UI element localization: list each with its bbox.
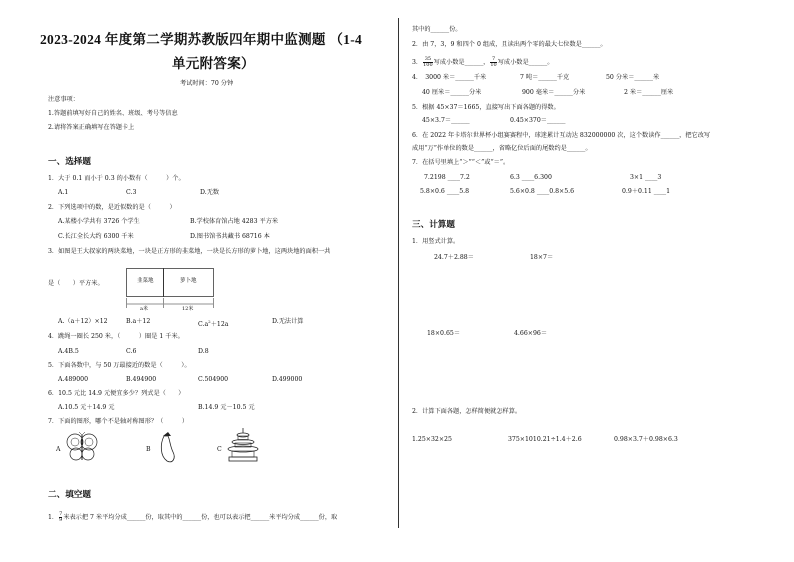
option-d: D.499000 xyxy=(272,376,303,383)
unit-conv-3: 50 分米＝______米 xyxy=(606,74,660,81)
fill-question-7: 7．在括号里填上“＞”“＜”或“＝”。 xyxy=(412,159,510,166)
calc-item: 18×0.65＝ xyxy=(427,330,461,337)
option-b: B.学校体育馆占地 4283 平方米 xyxy=(190,218,279,225)
figure-label-a: A xyxy=(56,446,61,453)
note-item: 1.答题前填写好自己的姓名、班级、考号等信息 xyxy=(48,110,178,117)
figure-label-b: B xyxy=(146,446,151,453)
option-b: B.14.9 元－10.5 元 xyxy=(198,404,255,411)
option-d: D.无法计算 xyxy=(272,318,304,325)
compare-item: 6.3 ____6.300 xyxy=(510,174,552,181)
unit-conv-1: 4． 3000 米＝______千米 xyxy=(412,74,487,81)
fill-question-1: 1． $\frac{7}{9}$ 米表示把 7 米平均分成______份，取其中的______份，也可以表示把______米平均分成______份，取 xyxy=(48,511,338,523)
exam-time: 考试时间：70 分钟 xyxy=(180,80,234,87)
option-a: A.1 xyxy=(58,189,69,196)
dim-label-left: a米 xyxy=(140,306,148,312)
fraction-7-9: $\frac{7}{9}$ xyxy=(59,511,63,523)
calc-question-1: 1．用竖式计算。 xyxy=(412,238,460,245)
fill-question-1-cont: 其中的______份。 xyxy=(412,26,462,33)
calc-item: 24.7＋2.88＝ xyxy=(434,254,474,261)
option-a: A.489000 xyxy=(58,376,89,383)
option-a: A.10.5 元＋14.9 元 xyxy=(58,404,115,411)
unit-conv-5: 900 毫米＝______分米 xyxy=(522,89,586,96)
compare-item: 3×1 ____3 xyxy=(630,174,662,181)
dim-label-right: 12米 xyxy=(182,306,194,312)
calc-question-2: 2．计算下面各题，怎样简便就怎样算。 xyxy=(412,408,522,415)
title-line-2: 单元附答案） xyxy=(172,56,255,71)
column-divider xyxy=(398,18,399,528)
fill-question-6: 6．在 2022 年卡塔尔世界杯小组赛赛程中，球迷累计互动达 832000000 次，这个数读作______，把它改写 xyxy=(412,132,711,139)
eggplant-icon xyxy=(156,430,180,464)
question-6: 6．10.5 元比 14.9 元便宜多少？列式是（ ） xyxy=(48,390,185,397)
figure-label-c: C xyxy=(217,446,222,453)
question-7: 7．下面的图形，哪个不是轴对称图形？（ ） xyxy=(48,418,189,425)
option-b: B.494900 xyxy=(126,376,157,383)
option-c: C.3 xyxy=(126,189,137,196)
section-choice-heading: 一、选择题 xyxy=(48,157,91,167)
fill-question-2: 2．由 7，3，9 和四个 0 组成，且读出两个零的最大七位数是______。 xyxy=(412,41,607,48)
calc-item: 375×1010.21÷1.4＋2.6 xyxy=(508,436,582,443)
option-d: D.无数 xyxy=(200,189,220,196)
calc-item: 0.98×3.7＋0.98×6.3 xyxy=(614,436,678,443)
compare-item: 5.8×0.6 ____5.8 xyxy=(420,188,470,195)
title-line-1: 2023-2024 年度第二学期苏教版四年期中监测题 （1-4 xyxy=(40,32,363,47)
plot-label-right: 萝卜地 xyxy=(180,278,197,284)
compare-item: 0.9＋0.11 ____1 xyxy=(622,188,671,195)
fill-5-item: 45×3.7＝______ xyxy=(422,117,470,124)
question-2: 2．下列选项中的数，是近似数的是（ ） xyxy=(48,204,176,211)
section-fill-heading: 二、填空题 xyxy=(48,490,91,500)
unit-conv-2: 7 吨＝______千克 xyxy=(520,74,570,81)
note-item: 2.请将答案正确填写在答题卡上 xyxy=(48,124,135,131)
section-calc-heading: 三、计算题 xyxy=(412,220,455,230)
option-a: A.某楼小学共有 3726 个学生 xyxy=(58,218,140,225)
question-5: 5．下面各数中，与 50 万最接近的数是（ ）。 xyxy=(48,362,191,369)
option-c: C.504900 xyxy=(198,376,229,383)
butterfly-icon xyxy=(66,432,98,462)
calc-item: 1.25×32×25 xyxy=(412,436,452,443)
option-a: A.（a＋12）×12 xyxy=(58,318,108,325)
option-d: D.8 xyxy=(198,348,209,355)
fill-question-6-cont: 成用“万”作单位的数是______，省略亿位后面的尾数约是______。 xyxy=(412,145,592,152)
calc-item: 4.66×96＝ xyxy=(514,330,548,337)
option-c: $C.a^2+12a$ xyxy=(198,319,229,329)
question-4: 4．跳绳一圈长 250 米，（ ）圈是 1 千米。 xyxy=(48,333,184,340)
question-3-tail: 是（ ）平方米。 xyxy=(48,280,104,287)
option-b: B.a＋12 xyxy=(126,318,151,325)
option-d: D.图书馆书共藏书 68716 本 xyxy=(190,233,270,240)
compare-item: 5.6×0.8 ____0.8×5.6 xyxy=(510,188,575,195)
fill-5-item: 0.45×370＝______ xyxy=(510,117,566,124)
unit-conv-6: 2 米＝______厘米 xyxy=(624,89,674,96)
question-3: 3．如图是王大叔家的两块菜地，一块是正方形的韭菜地，一块是长方形的萝卜地，这两块地的面积一共 xyxy=(48,248,331,255)
compare-item: 7.2198 ____7.2 xyxy=(424,174,470,181)
plot-label-left: 韭菜地 xyxy=(137,278,154,284)
option-c: C.6 xyxy=(126,348,137,355)
fill-question-3: 3． $\frac{35}{100}$ 写成小数是______， $\frac{7}{10}$ 写成小数是______。 xyxy=(412,56,554,68)
temple-icon xyxy=(226,428,260,464)
unit-conv-4: 40 厘米＝______分米 xyxy=(422,89,482,96)
option-ab: A.4B.5 xyxy=(58,348,79,355)
notes-heading: 注意事项： xyxy=(48,96,79,103)
fill-question-5: 5．根据 45×37＝1665，直接写出下面各题的得数。 xyxy=(412,104,560,111)
calc-item: 18×7＝ xyxy=(530,254,554,261)
question-1: 1．大于 0.1 而小于 0.3 的小数有（ ）个。 xyxy=(48,175,185,182)
option-c: C.长江全长大约 6300 千米 xyxy=(58,233,134,240)
